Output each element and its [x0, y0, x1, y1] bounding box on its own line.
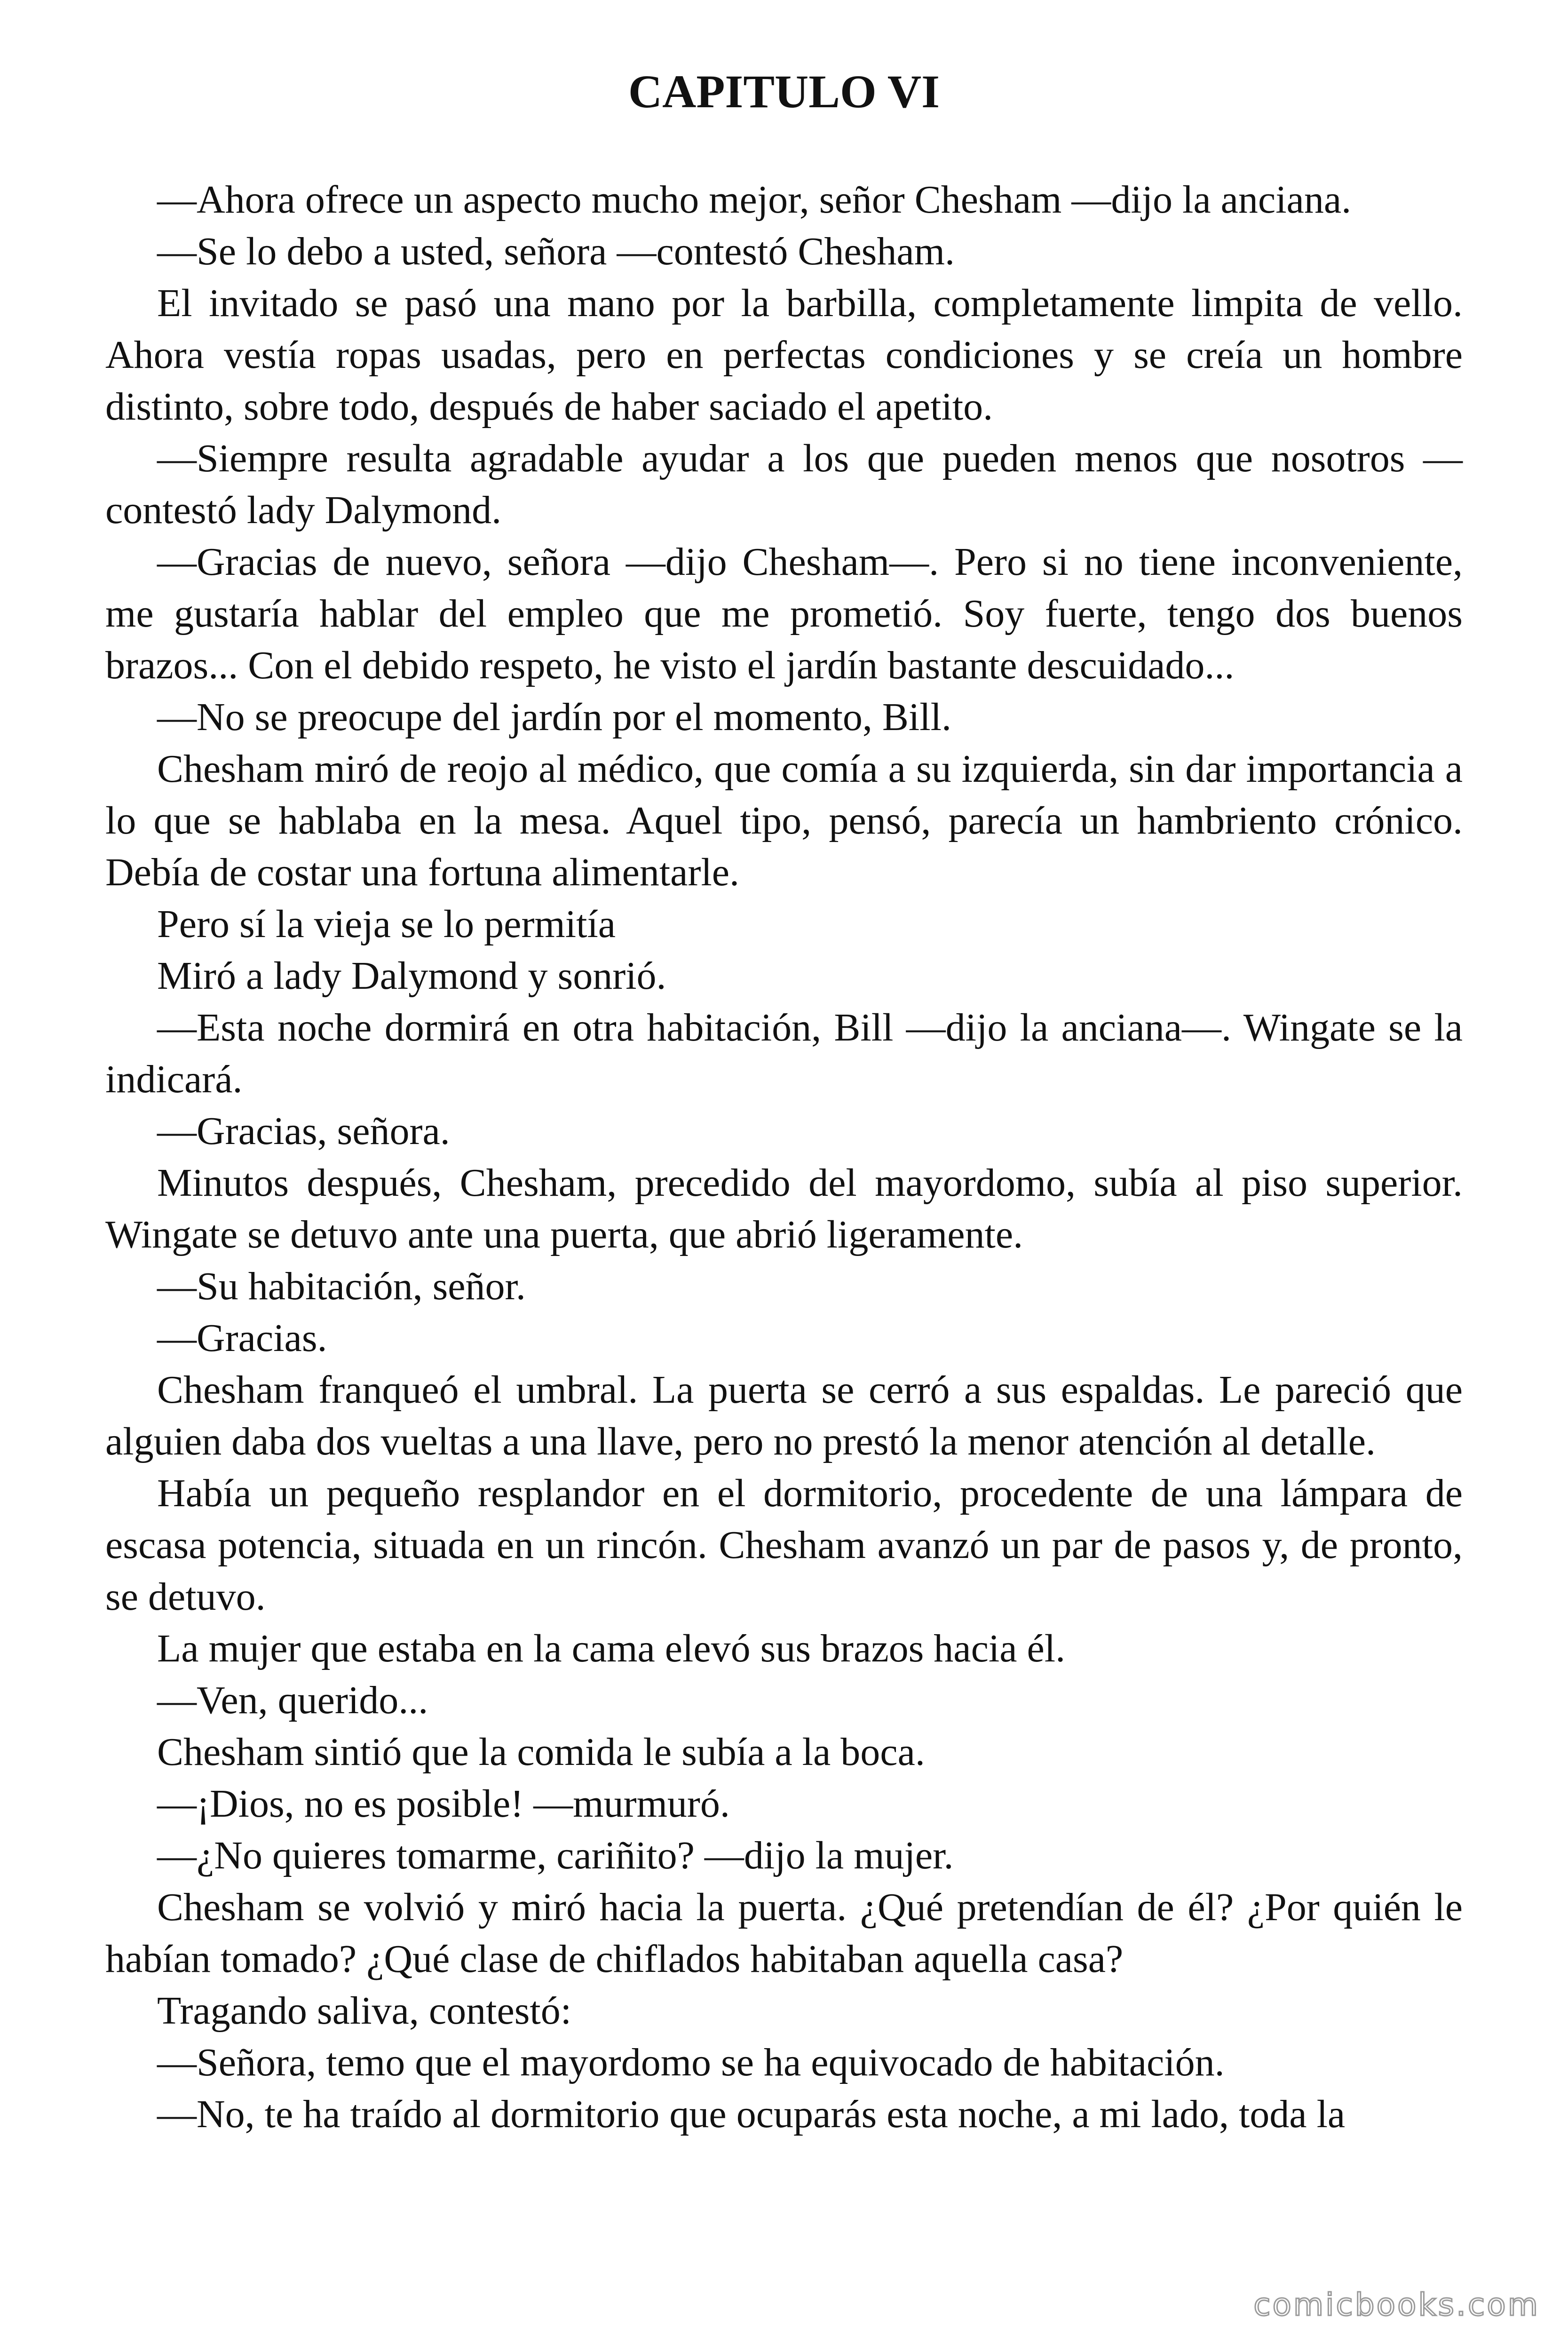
- paragraph: —Esta noche dormirá en otra habitación, Bill —dijo la anciana—. Wingate se la indicará.: [105, 1006, 1463, 1101]
- paragraph: Chesham miró de reojo al médico, que comía a su izquierda, sin dar importancia a lo que se hablaba en la mesa. Aquel tipo, pensó, parecía un hambriento crónico. Debía de costar una fortuna alimentarle.: [105, 747, 1463, 894]
- paragraph: —Su habitación, señor.: [157, 1264, 526, 1308]
- chapter-body: [105, 174, 1463, 2140]
- paragraph: —¿No quieres tomarme, cariñito? —dijo la mujer.: [157, 1834, 954, 1877]
- paragraph: —¡Dios, no es posible! —murmuró.: [157, 1782, 730, 1826]
- paragraph: Había un pequeño resplandor en el dormitorio, procedente de una lámpara de escasa potencia, situada en un rincón. Chesham avanzó un par de pasos y, de pronto, se detuvo.: [105, 1471, 1463, 1619]
- paragraph: —Se lo debo a usted, señora —contestó Chesham.: [157, 230, 955, 273]
- paragraph: —Gracias.: [157, 1316, 327, 1360]
- paragraph: Chesham sintió que la comida le subía a la boca.: [157, 1730, 925, 1774]
- paragraph: El invitado se pasó una mano por la barbilla, completamente limpita de vello. Ahora vestía ropas usadas, pero en perfectas condiciones y se creía un hombre distinto, sobre todo, después de haber saciado el apetito.: [105, 281, 1463, 429]
- paragraph: —Ven, querido...: [157, 1678, 428, 1722]
- paragraph: —No se preocupe del jardín por el momento, Bill.: [157, 695, 951, 739]
- chapter-title: CAPITULO VI: [628, 65, 940, 118]
- paragraph: —Siempre resulta agradable ayudar a los que pueden menos que nosotros —contestó lady Dalymond.: [105, 437, 1463, 532]
- watermark-logo: comicbooks.com: [1253, 2287, 1540, 2323]
- paragraph: —Gracias de nuevo, señora —dijo Chesham—. Pero si no tiene inconveniente, me gustaría hablar del empleo que me prometió. Soy fuerte, tengo dos buenos brazos... Con el debido respeto, he visto el jardín bastante descuidado...: [105, 540, 1463, 687]
- paragraph: Chesham franqueó el umbral. La puerta se cerró a sus espaldas. Le pareció que alguien daba dos vueltas a una llave, pero no prestó la menor atención al detalle.: [105, 1368, 1463, 1463]
- paragraph: —No, te ha traído al dormitorio que ocuparás esta noche, a mi lado, toda la: [157, 2092, 1346, 2136]
- paragraph: Chesham se volvió y miró hacia la puerta. ¿Qué pretendían de él? ¿Por quién le habían tomado? ¿Qué clase de chiflados habitaban aquella casa?: [105, 1885, 1463, 1981]
- paragraph: Minutos después, Chesham, precedido del mayordomo, subía al piso superior. Wingate se detuvo ante una puerta, que abrió ligeramente.: [105, 1161, 1463, 1256]
- paragraph: —Gracias, señora.: [157, 1109, 450, 1153]
- paragraph: La mujer que estaba en la cama elevó sus brazos hacia él.: [157, 1627, 1066, 1670]
- paragraph: Miró a lady Dalymond y sonrió.: [157, 954, 666, 998]
- paragraph: Tragando saliva, contestó:: [157, 1989, 572, 2033]
- paragraph: —Ahora ofrece un aspecto mucho mejor, señor Chesham —dijo la anciana.: [157, 178, 1352, 222]
- paragraph: —Señora, temo que el mayordomo se ha equivocado de habitación.: [157, 2041, 1225, 2084]
- paragraph: Pero sí la vieja se lo permitía: [157, 902, 616, 946]
